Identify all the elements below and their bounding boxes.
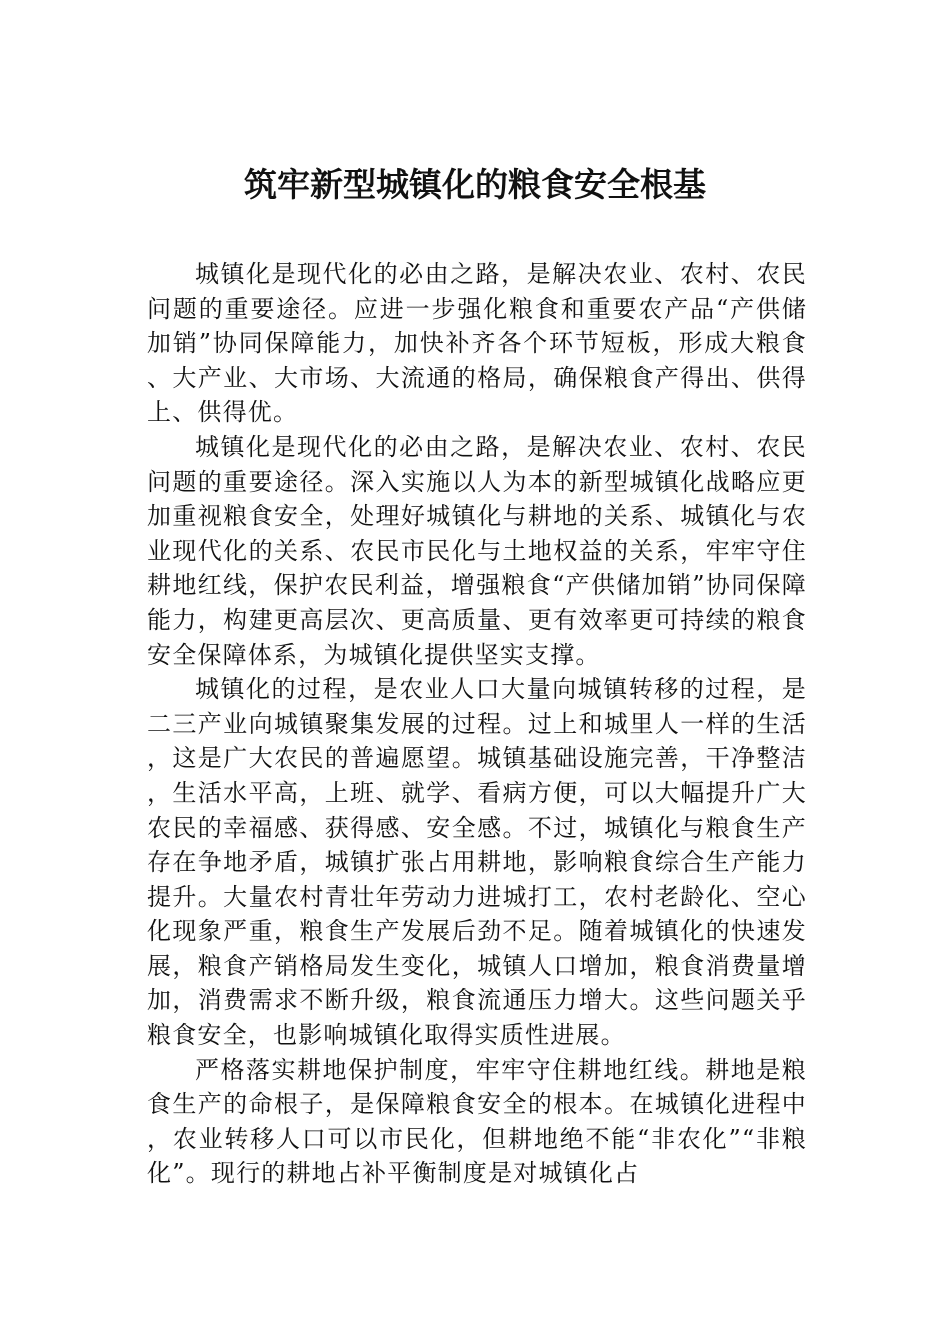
paragraph-2: 城镇化是现代化的必由之路，是解决农业、农村、农民问题的重要途径。深入实施以人为本的新型城镇化战略应更加重视粮食安全，处理好城镇化与耕地的关系、城镇化与农业现代化的关系、农民市民化与土地权益的关系，牢牢守住耕地红线，保护农民利益，增强粮食“产供储加销”协同保障能力，构建更高层次、更高质量、更有效率更可持续的粮食安全保障体系，为城镇化提供坚实支撑。 [147, 432, 807, 669]
paragraph-3: 城镇化的过程，是农业人口大量向城镇转移的过程，是二三产业向城镇聚集发展的过程。过上和城里人一样的生活，这是广大农民的普遍愿望。城镇基础设施完善，干净整洁，生活水平高，上班、就学、看病方便，可以大幅提升广大农民的幸福感、获得感、安全感。不过，城镇化与粮食生产存在争地矛盾，城镇扩张占用耕地，影响粮食综合生产能力提升。大量农村青壮年劳动力进城打工，农村老龄化、空心化现象严重，粮食生产发展后劲不足。随着城镇化的快速发展，粮食产销格局发生变化，城镇人口增加，粮食消费量增加，消费需求不断升级，粮食流通压力增大。这些问题关乎粮食安全，也影响城镇化取得实质性进展。 [147, 675, 807, 1050]
paragraph-1: 城镇化是现代化的必由之路，是解决农业、农村、农民问题的重要途径。应进一步强化粮食和重要农产品“产供储加销”协同保障能力，加快补齐各个环节短板，形成大粮食、大产业、大市场、大流通的格局，确保粮食产得出、供得上、供得优。 [147, 260, 807, 427]
document-title: 筑牢新型城镇化的粮食安全根基 [244, 165, 706, 204]
paragraph-4: 严格落实耕地保护制度，牢牢守住耕地红线。耕地是粮食生产的命根子，是保障粮食安全的根本。在城镇化进程中，农业转移人口可以市民化，但耕地绝不能“非农化”“非粮化”。现行的耕地占补平衡制度是对城镇化占 [147, 1055, 807, 1188]
document-body [147, 257, 807, 1191]
